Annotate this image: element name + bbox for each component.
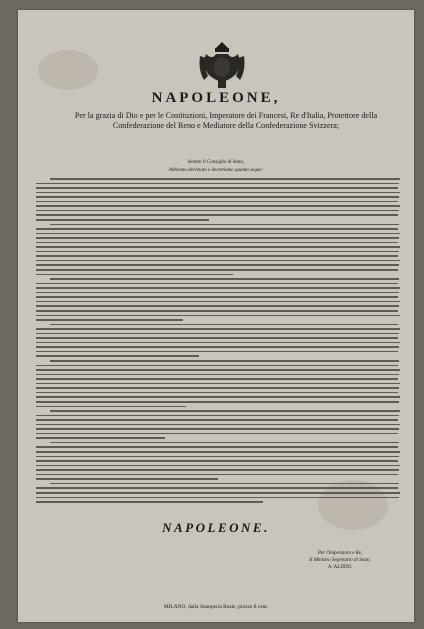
body-text-line xyxy=(36,242,398,244)
countersign-name: A. ALDINI. xyxy=(327,565,353,570)
decree-subtitle: Per la grazia di Dio e per le Costituzioni, Imperatore dei Francesi, Re d'Italia, Protettore della Confederazione del Reno e Mediatore della Confederazione Svizzera; xyxy=(74,111,378,130)
body-text-line xyxy=(36,401,399,403)
body-text-line xyxy=(36,255,398,257)
body-text-line xyxy=(36,501,263,503)
body-text-line xyxy=(36,465,400,467)
body-text-line xyxy=(36,246,400,248)
body-text-line xyxy=(36,456,399,458)
body-text-line xyxy=(36,196,399,198)
printer-imprint: MILANO, dalla Stamperia Reale, prezzo 8 cent. xyxy=(163,604,269,610)
body-text-line xyxy=(36,497,399,499)
body-text-line xyxy=(36,201,398,203)
body-text-line xyxy=(36,251,399,253)
body-text-line xyxy=(50,483,399,485)
body-text-line xyxy=(36,451,400,453)
body-text-line xyxy=(36,269,398,271)
body-text-line xyxy=(36,228,398,230)
body-text-line xyxy=(36,474,398,476)
body-text-line xyxy=(50,324,398,326)
body-text-line xyxy=(36,492,400,494)
body-text-line xyxy=(36,406,186,408)
body-text-line xyxy=(36,478,218,480)
body-text-line xyxy=(36,355,199,357)
body-text-line xyxy=(36,319,183,321)
body-text-line xyxy=(36,310,398,312)
body-text-line xyxy=(50,442,399,444)
body-text-line xyxy=(36,210,399,212)
body-text-line xyxy=(36,392,398,394)
body-text-line xyxy=(36,219,209,221)
decree-heading: NAPOLEONE, xyxy=(151,90,281,106)
body-text-line xyxy=(36,469,399,471)
countersignature xyxy=(280,550,400,571)
body-text-line xyxy=(36,460,398,462)
body-text-line xyxy=(36,396,400,398)
body-text-line xyxy=(36,342,400,344)
body-text-line xyxy=(36,387,399,389)
body-text-line xyxy=(36,233,400,235)
body-text-line xyxy=(36,351,398,353)
body-text-line xyxy=(50,224,399,226)
body-text-line xyxy=(36,333,399,335)
body-text-line xyxy=(36,378,398,380)
body-text-line xyxy=(36,424,400,426)
countersign-line: Il Ministro Segretario di Stato, xyxy=(309,558,371,563)
body-text-line xyxy=(50,410,400,412)
body-text-line xyxy=(36,487,398,489)
decree-sheet xyxy=(18,10,414,622)
body-text-line xyxy=(50,360,399,362)
body-text-line xyxy=(36,287,400,289)
paper-stain xyxy=(38,50,98,90)
body-text-line xyxy=(36,260,400,262)
body-text-line xyxy=(36,183,399,185)
preamble-council: Sentito il Consiglio di Stato, xyxy=(187,160,245,165)
body-text-line xyxy=(36,305,399,307)
body-text-line xyxy=(36,274,233,276)
body-text-line xyxy=(36,214,398,216)
body-text-line xyxy=(36,369,400,371)
body-text-line xyxy=(36,346,399,348)
body-text-line xyxy=(36,315,400,317)
preamble-decree: Abbiamo decretato e decretiamo quanto segue: xyxy=(168,168,264,173)
body-text-line xyxy=(36,301,400,303)
body-text-line xyxy=(36,419,398,421)
body-text-line xyxy=(36,437,165,439)
body-text-line xyxy=(36,264,399,266)
body-text-line xyxy=(36,283,398,285)
body-text-line xyxy=(36,328,400,330)
body-text-line xyxy=(36,415,399,417)
body-text-line xyxy=(50,278,399,280)
body-text-line xyxy=(36,205,400,207)
body-text-line xyxy=(36,192,400,194)
countersign-line: Per l'Imperatore e Re, xyxy=(317,551,363,556)
signature: NAPOLEONE. xyxy=(162,520,270,535)
body-text-line xyxy=(36,433,398,435)
body-text-line xyxy=(36,337,398,339)
body-text-line xyxy=(36,374,399,376)
body-text-line xyxy=(36,237,399,239)
body-text-line xyxy=(36,187,398,189)
body-text-line xyxy=(36,428,399,430)
body-text-line xyxy=(36,292,399,294)
body-text-line xyxy=(36,296,398,298)
body-text-line xyxy=(36,446,398,448)
body-text-line xyxy=(36,365,398,367)
body-text-line xyxy=(36,383,400,385)
imperial-crest-icon xyxy=(198,40,246,90)
body-text-line xyxy=(50,178,400,180)
